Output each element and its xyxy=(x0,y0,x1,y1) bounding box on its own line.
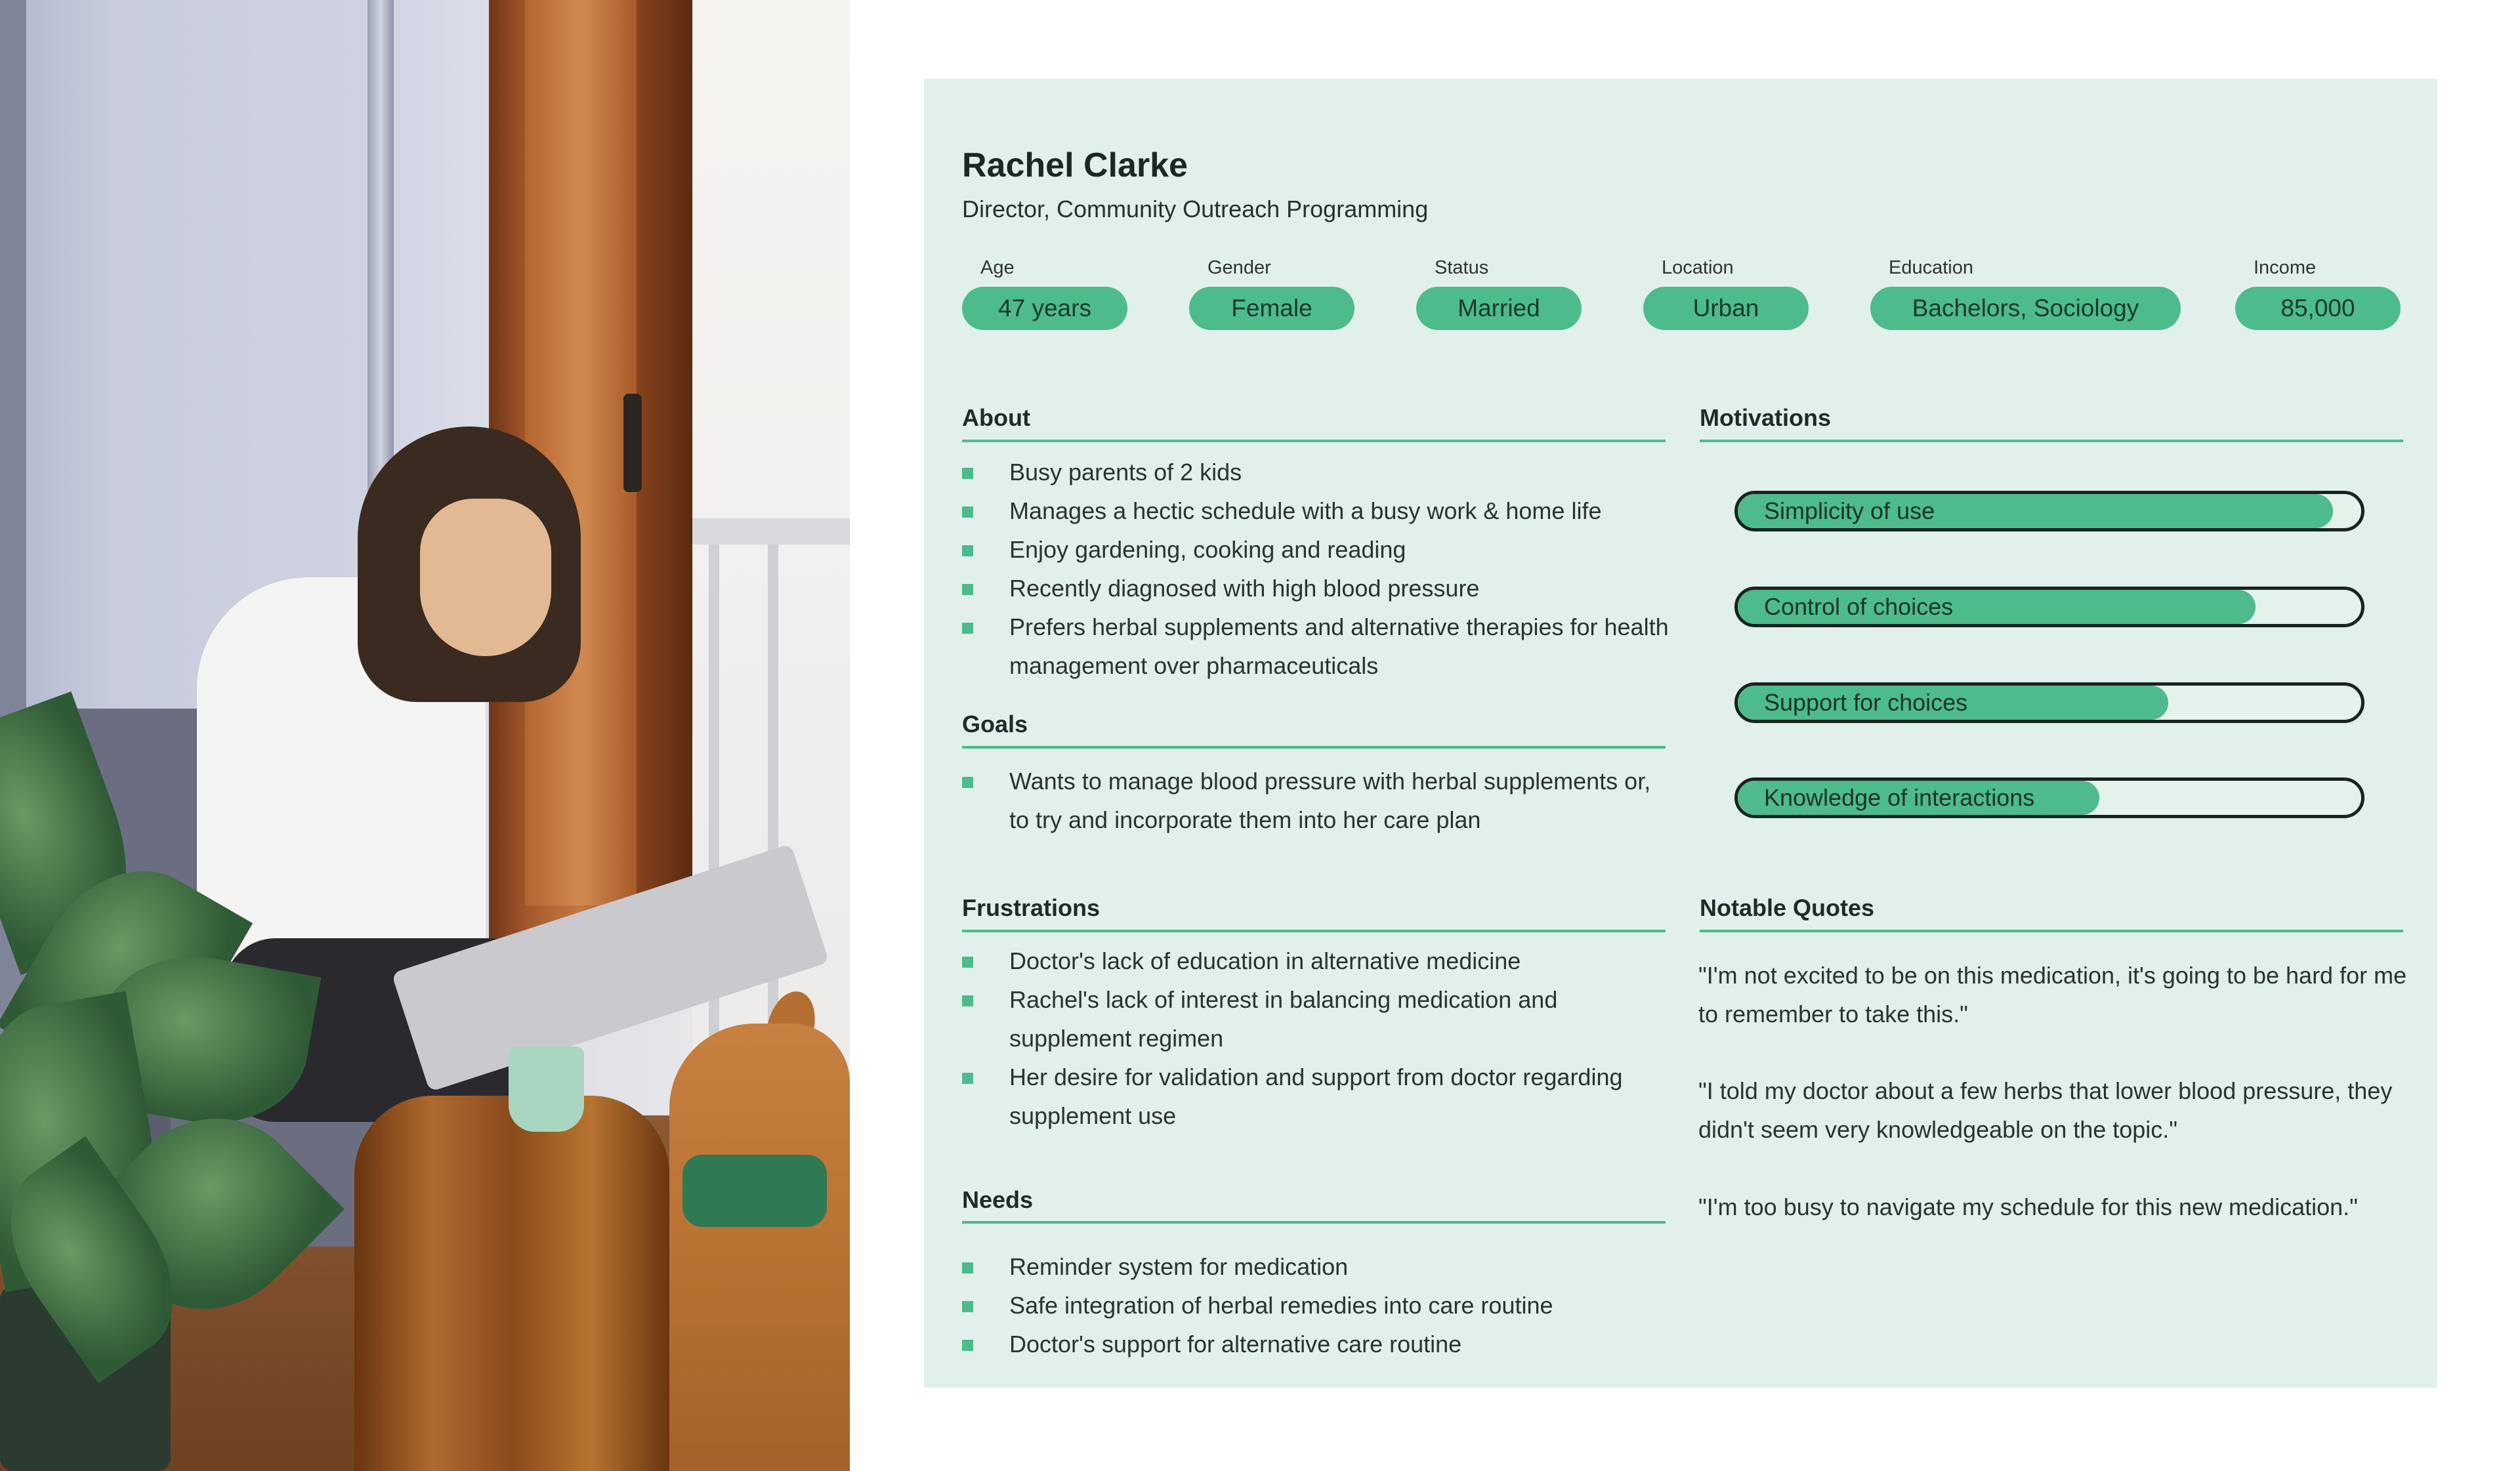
motivation-bar-knowledge xyxy=(1734,777,2364,818)
persona-role: Director, Community Outreach Programming xyxy=(962,196,1429,222)
list-item: Her desire for validation and support from doctor regarding supplement use xyxy=(962,1058,1671,1135)
motivation-label: Control of choices xyxy=(1764,593,1954,620)
list-item: Rachel's lack of interest in balancing medication and supplement regimen xyxy=(962,980,1671,1058)
frustrations-title: Frustrations xyxy=(962,894,1101,921)
persona-card xyxy=(924,79,2437,1388)
attribute-value: Female xyxy=(1189,287,1354,330)
list-item: Safe integration of herbal remedies into care routine xyxy=(962,1286,1671,1325)
motivation-label: Simplicity of use xyxy=(1764,497,1935,524)
attribute-label: Gender xyxy=(1208,257,1271,278)
list-item: Doctor's lack of education in alternative medicine xyxy=(962,942,1671,980)
attribute-value: Married xyxy=(1416,287,1582,330)
attribute-label: Location xyxy=(1662,257,1734,278)
about-list xyxy=(962,453,1671,685)
persona-photo xyxy=(0,0,850,1471)
frustrations-divider xyxy=(962,930,1666,932)
attribute-value: Bachelors, Sociology xyxy=(1870,287,2181,330)
quote-text: "I told my doctor about a few herbs that lower blood pressure, they didn't seem very knowledgeable on the topic." xyxy=(1698,1077,2393,1143)
goals-list xyxy=(962,762,1671,839)
attribute-value: Urban xyxy=(1643,287,1809,330)
persona-name: Rachel Clarke xyxy=(962,146,1188,184)
list-item: Reminder system for medication xyxy=(962,1247,1671,1286)
list-item: Busy parents of 2 kids xyxy=(962,453,1671,491)
about-divider xyxy=(962,440,1666,442)
quotes-divider xyxy=(1700,930,2403,932)
about-title: About xyxy=(962,404,1030,431)
quote-text: "I'm too busy to navigate my schedule for this new medication." xyxy=(1698,1193,2358,1220)
quote-text: "I'm not excited to be on this medication, it's going to be hard for me to remember to take this." xyxy=(1698,962,2407,1027)
list-item: Prefers herbal supplements and alternative therapies for health management over pharmaceuticals xyxy=(962,608,1671,685)
goals-title: Goals xyxy=(962,711,1028,737)
motivations-divider xyxy=(1700,440,2403,442)
motivations-title: Motivations xyxy=(1700,404,1832,431)
list-item: Enjoy gardening, cooking and reading xyxy=(962,530,1671,569)
attribute-value: 85,000 xyxy=(2235,287,2401,330)
motivation-bar-control xyxy=(1734,587,2364,627)
needs-title: Needs xyxy=(962,1186,1034,1213)
list-item: Manages a hectic schedule with a busy work & home life xyxy=(962,491,1671,530)
goals-divider xyxy=(962,746,1666,749)
frustrations-list xyxy=(962,942,1671,1135)
attribute-label: Income xyxy=(2254,257,2317,278)
motivation-bar-simplicity xyxy=(1734,491,2364,531)
needs-list xyxy=(962,1247,1671,1363)
list-item: Doctor's support for alternative care routine xyxy=(962,1325,1671,1363)
list-item: Recently diagnosed with high blood pressure xyxy=(962,569,1671,608)
list-item: Wants to manage blood pressure with herbal supplements or, to try and incorporate them into her care plan xyxy=(962,762,1671,839)
needs-divider xyxy=(962,1221,1666,1224)
attribute-label: Education xyxy=(1889,257,1973,278)
attribute-label: Age xyxy=(980,257,1015,278)
motivation-bar-support xyxy=(1734,682,2364,723)
attribute-label: Status xyxy=(1435,257,1489,278)
motivation-label: Support for choices xyxy=(1764,689,1968,716)
attribute-value: 47 years xyxy=(962,287,1127,330)
quotes-title: Notable Quotes xyxy=(1700,894,1875,921)
motivation-label: Knowledge of interactions xyxy=(1764,784,2035,811)
